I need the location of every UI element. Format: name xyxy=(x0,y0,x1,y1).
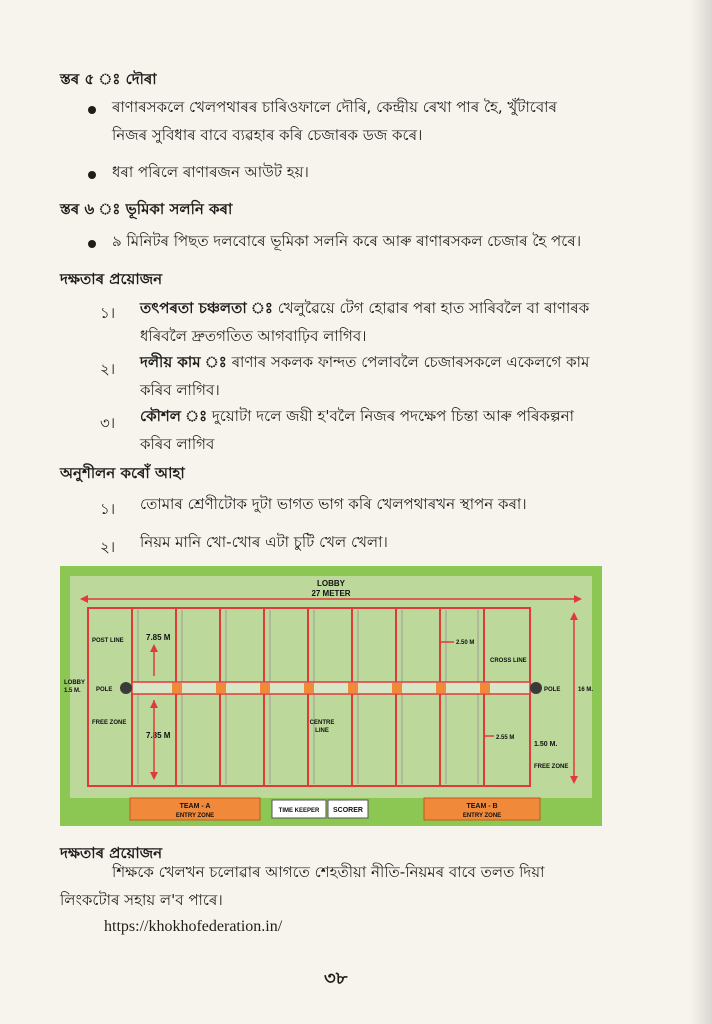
item-number: ৩। xyxy=(100,414,116,432)
time-keeper-label: TIME KEEPER xyxy=(278,808,320,814)
bullet-dot xyxy=(88,106,96,114)
skill-term: তৎপৰতা চঞ্চলতা ঃ xyxy=(140,299,273,317)
width-16-label: 16 M. xyxy=(578,687,594,693)
free-zone-left-label: FREE ZONE xyxy=(92,720,127,726)
central-lane xyxy=(132,682,530,694)
bullet-text: ধৰা পৰিলে ৰাণাৰজন আউট হয়। xyxy=(112,163,309,181)
federation-link[interactable]: https://khokhofederation.in/ xyxy=(104,918,283,935)
free-zone-right-label: FREE ZONE xyxy=(534,764,569,770)
practice-item: তোমাৰ শ্ৰেণীটোক দুটা ভাগত ভাগ কৰি খেলপথাৰখন স্থাপন কৰা। xyxy=(140,495,527,513)
skill-line: ৰাণাৰ সকলক ফান্দত পেলাবলৈ চেজাৰসকলে একেলগে কাম xyxy=(231,353,590,371)
bullet-dot xyxy=(88,171,96,179)
page-number: ৩৮ xyxy=(324,968,348,989)
centre-line-label-2: LINE xyxy=(315,728,329,734)
post-line-label: POST LINE xyxy=(92,638,124,644)
kho-kho-field-diagram xyxy=(60,566,602,826)
dim-2-55: 2.55 M xyxy=(496,735,515,741)
bullet-text: ৯ মিনিটৰ পিছত দলবোৰে ভূমিকা সলনি কৰে আৰু ৰাণাৰসকল চেজাৰ হৈ পৰে। xyxy=(112,232,582,250)
pole-left-label: POLE xyxy=(96,687,113,693)
dim-1-50: 1.50 M. xyxy=(534,741,558,748)
team-b-zone-label: ENTRY ZONE xyxy=(462,813,502,819)
skill-line: ধৰিবলৈ দ্ৰুতগতিত আগবাঢ়িব লাগিব। xyxy=(140,327,367,345)
centre-line-label: CENTRE xyxy=(309,720,335,726)
skill-line: খেলুৱৈয়ে টেগ হোৱাৰ পৰা হাত সাৰিবলৈ বা ৰাণাৰক xyxy=(277,299,590,317)
section-heading-requirement: দক্ষতাৰ প্ৰয়োজন xyxy=(60,844,163,862)
section-heading-stage6: স্তৰ ৬ ঃ ভূমিকা সলনি কৰা xyxy=(60,200,233,218)
skill-line: কৰিব লাগিব। xyxy=(140,381,220,399)
item-number: ১। xyxy=(100,500,116,518)
item-number: ২। xyxy=(100,538,116,556)
dim-2-50: 2.50 M xyxy=(456,640,475,646)
skill-term: দলীয় কাম ঃ xyxy=(140,353,227,371)
skill-term: কৌশল ঃ xyxy=(140,407,208,425)
team-a-label: TEAM - A xyxy=(179,803,211,810)
pole-left xyxy=(120,682,132,694)
team-a-zone-label: ENTRY ZONE xyxy=(175,813,215,819)
page-edge-shadow xyxy=(690,0,712,1024)
cross-line-label: CROSS LINE xyxy=(490,658,527,664)
dim-7-85-bottom: 7.85 M xyxy=(146,731,171,740)
section-heading-stage5: স্তৰ ৫ ঃ দৌৰা xyxy=(60,70,157,88)
section-heading-skills: দক্ষতাৰ প্ৰয়োজন xyxy=(60,270,163,288)
team-b-label: TEAM - B xyxy=(466,803,498,810)
practice-item: নিয়ম মানি খো-খোৰ এটা চুটি খেল খেলা। xyxy=(140,533,388,551)
skill-item xyxy=(140,402,610,458)
section-heading-practice: অনুশীলন কৰোঁ আহা xyxy=(60,464,185,482)
lobby-left-width: 1.5 M. xyxy=(64,688,81,694)
skill-item xyxy=(140,348,610,404)
pole-right-label: POLE xyxy=(544,687,561,693)
bullet-line: নিজৰ সুবিধাৰ বাবে ব্যৱহাৰ কৰি চেজাৰক ডজ কৰে। xyxy=(112,126,423,144)
skill-line: কৰিব লাগিব xyxy=(140,435,215,453)
dim-7-85-top: 7.85 M xyxy=(146,633,171,642)
lobby-left-label: LOBBY xyxy=(64,680,85,686)
lobby-length-label: 27 METER xyxy=(311,589,351,598)
note-line: লিংকটোৰ সহায় ল'ব পাৰে। xyxy=(60,891,223,909)
lobby-title: LOBBY xyxy=(317,579,345,588)
scorer-label: SCORER xyxy=(333,807,363,814)
skill-item xyxy=(140,294,610,350)
note-line: শিক্ষকে খেলখন চলোৱাৰ আগতে শেহতীয়া নীতি-নিয়মৰ বাবে তলত দিয়া xyxy=(112,863,545,881)
bullet-text xyxy=(112,93,612,149)
item-number: ১। xyxy=(100,304,116,322)
pole-right xyxy=(530,682,542,694)
bullet-line: ৰাণাৰসকলে খেলপথাৰৰ চাৰিওফালে দৌৰি, কেন্দ্ৰীয় ৰেখা পাৰ হৈ, খুঁটাবোৰ xyxy=(112,98,557,116)
item-number: ২। xyxy=(100,360,116,378)
teacher-note xyxy=(60,858,605,914)
bullet-dot xyxy=(88,240,96,248)
skill-line: দুয়োটা দলে জয়ী হ'বলৈ নিজৰ পদক্ষেপ চিন্তা আৰু পৰিকল্পনা xyxy=(211,407,574,425)
